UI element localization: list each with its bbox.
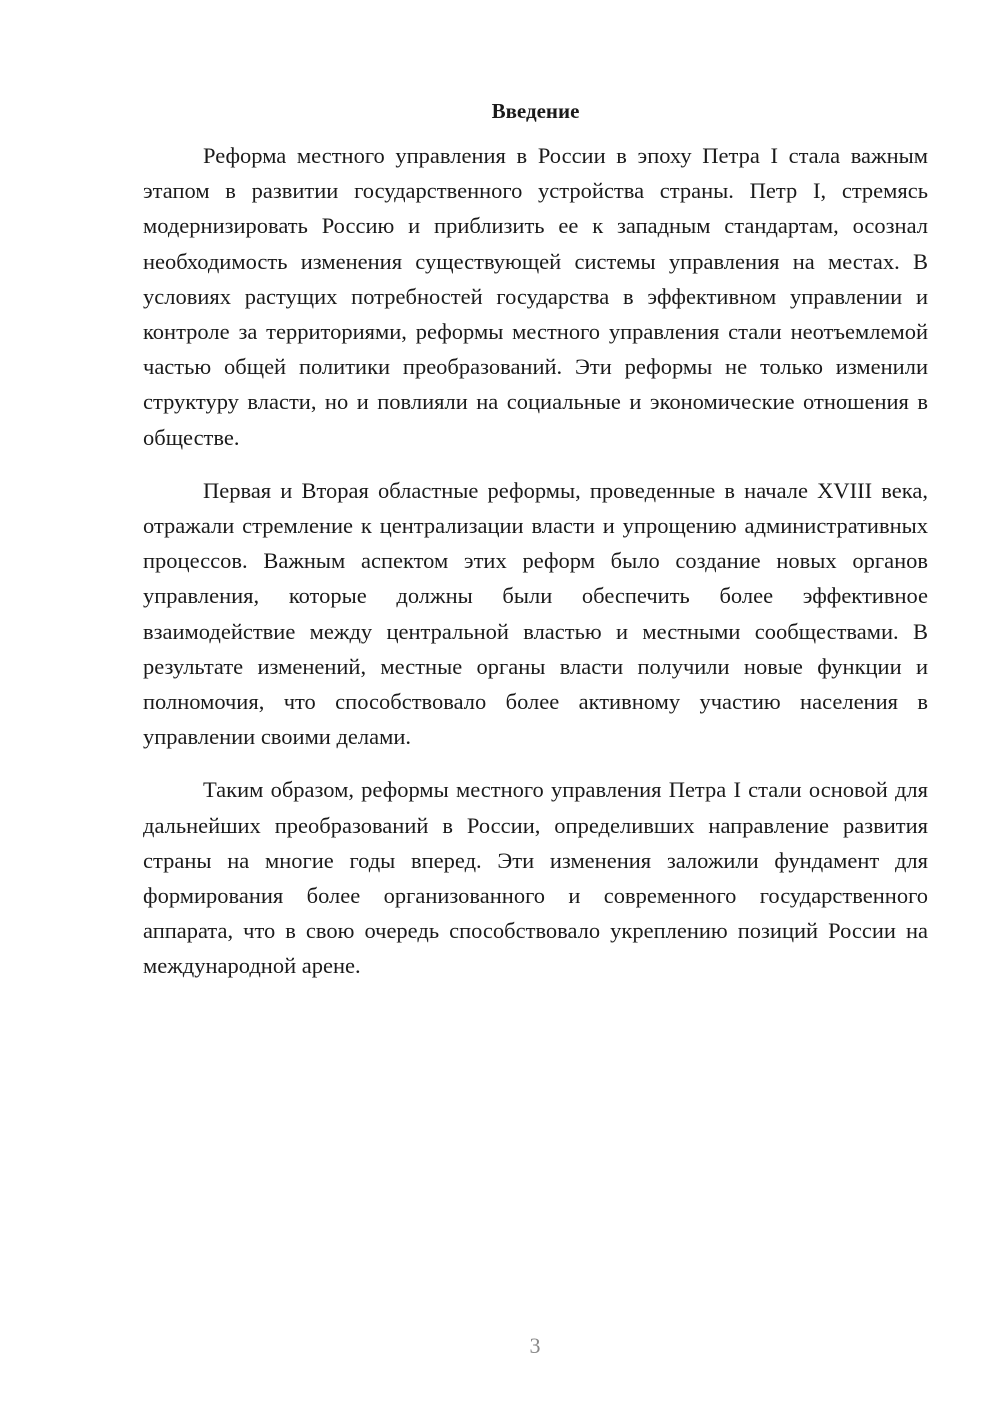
page-number: 3 xyxy=(529,1333,541,1358)
paragraph: Таким образом, реформы местного управления Петра I стали основой для дальнейших преобразований в России, определивших направление развития страны на многие годы вперед. Эти изменения заложили фундамент для формирования более организованного и современного государственного аппарата, что в свою очередь способствовало укреплению позиций России на международной арене. xyxy=(143,777,928,979)
paragraph: Реформа местного управления в России в эпоху Петра I стала важным этапом в развитии государственного устройства страны. Петр I, стремясь модернизировать Россию и приблизить ее к западным стандартам, осознал необходимость изменения существующей системы управления на местах. В условиях растущих потребностей государства в эффективном управлении и контроле за территориями, реформы местного управления стали неотъемлемой частью общей политики преобразований. Эти реформы не только изменили структуру власти, но и повлияли на социальные и экономические отношения в обществе. xyxy=(143,143,928,450)
page-content xyxy=(143,96,928,984)
paragraph: Первая и Вторая областные реформы, проведенные в начале XVIII века, отражали стремление к централизации власти и упрощению административных процессов. Важным аспектом этих реформ было создание новых органов управления, которые должны были обеспечить более эффективное взаимодействие между центральной властью и местными сообществами. В результате изменений, местные органы власти получили новые функции и полномочия, что способствовало более активному участию населения в управлении своими делами. xyxy=(143,477,928,750)
section-heading: Введение xyxy=(491,99,580,123)
